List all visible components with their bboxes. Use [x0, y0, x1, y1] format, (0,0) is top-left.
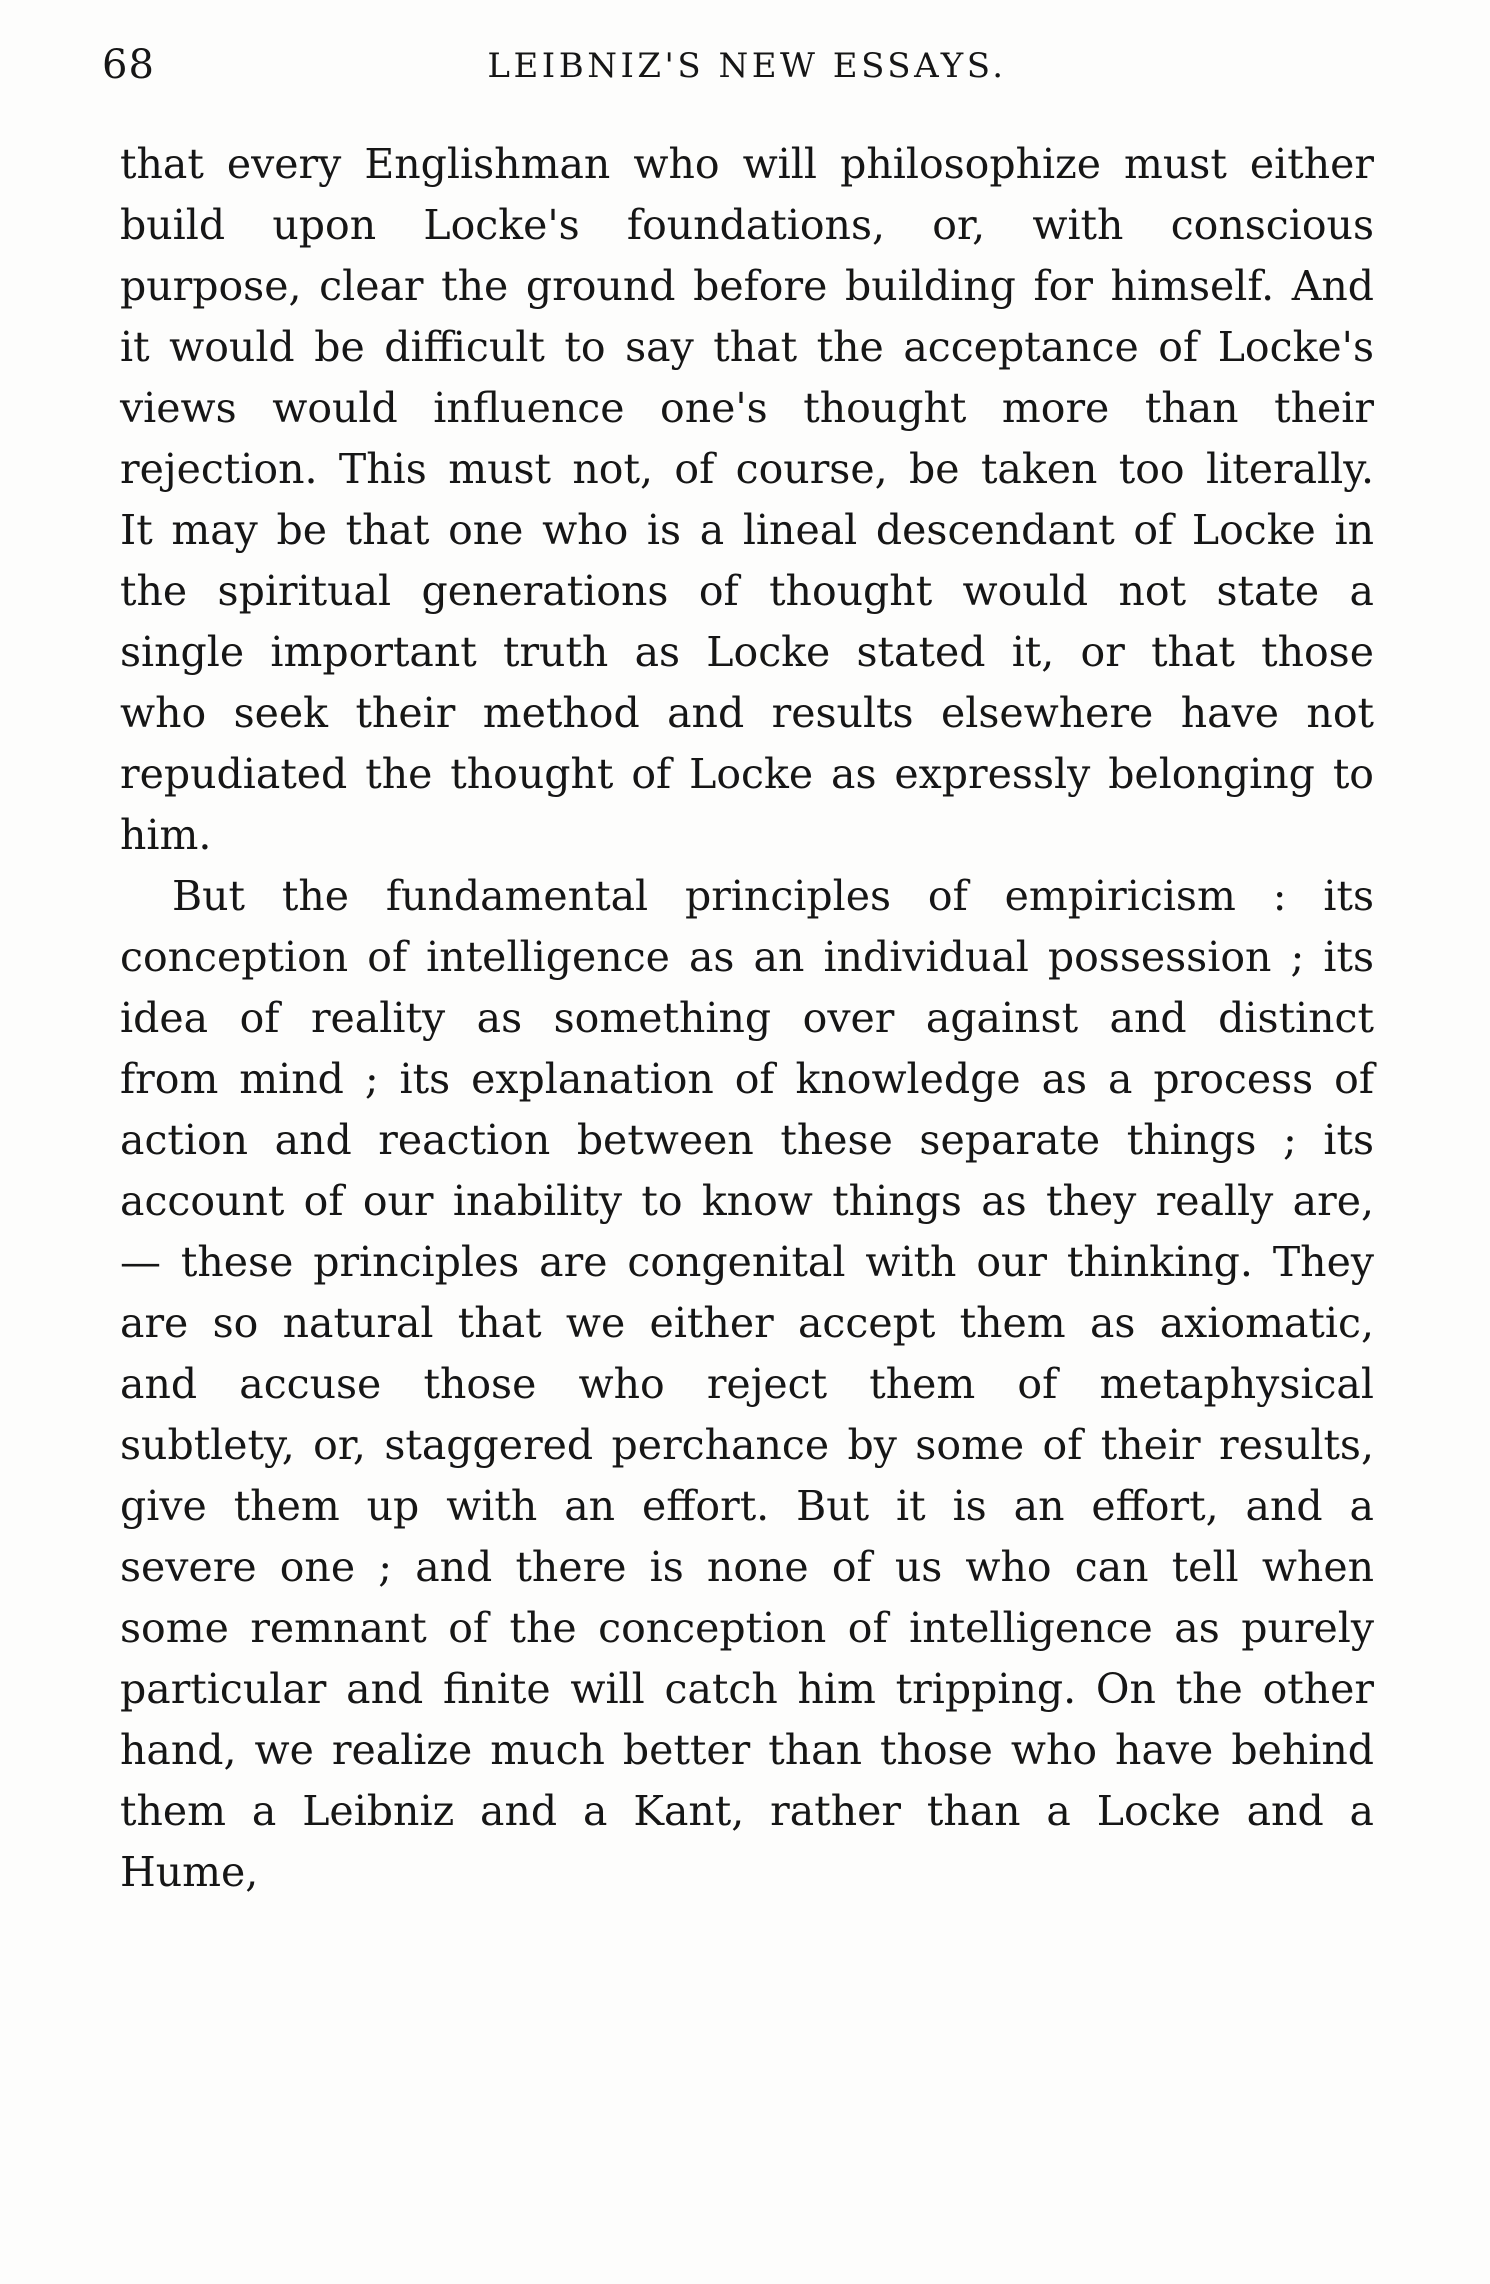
paragraph: But the fundamental principles of empiricism : its conception of intelligence as an individual possession ; its idea of reality as something over against and distinct from mind ; its explanation of knowledge as a process of action and reaction between these separate things ; its account of our inability to know things as they really are, — these principles are congenital with our thinking. They are so natural that we either accept them as axiomatic, and accuse those who reject them of metaphysical subtlety, or, staggered perchance by some of their results, give them up with an effort. But it is an effort, and a severe one ; and there is none of us who can tell when some remnant of the conception of intelligence as purely particular and finite will catch him tripping. On the other hand, we realize much better than those who have behind them a Leibniz and a Kant, rather than a Locke and a Hume,	[120, 872, 1374, 1896]
running-title: LEIBNIZ'S NEW ESSAYS.	[487, 46, 1007, 86]
page-body	[120, 134, 1374, 1903]
page-number: 68	[102, 42, 155, 88]
page-header	[102, 40, 1374, 98]
paragraph-continuation: that every Englishman who will philosophize must either build upon Locke's foundations, or, with conscious purpose, clear the ground before building for himself. And it would be difficult to say that the acceptance of Locke's views would influence one's thought more than their rejection. This must not, of course, be taken too literally. It may be that one who is a lineal descendant of Locke in the spiritual generations of thought would not state a single important truth as Locke stated it, or that those who seek their method and results elsewhere have not repudiated the thought of Locke as expressly belonging to him.	[120, 140, 1374, 859]
